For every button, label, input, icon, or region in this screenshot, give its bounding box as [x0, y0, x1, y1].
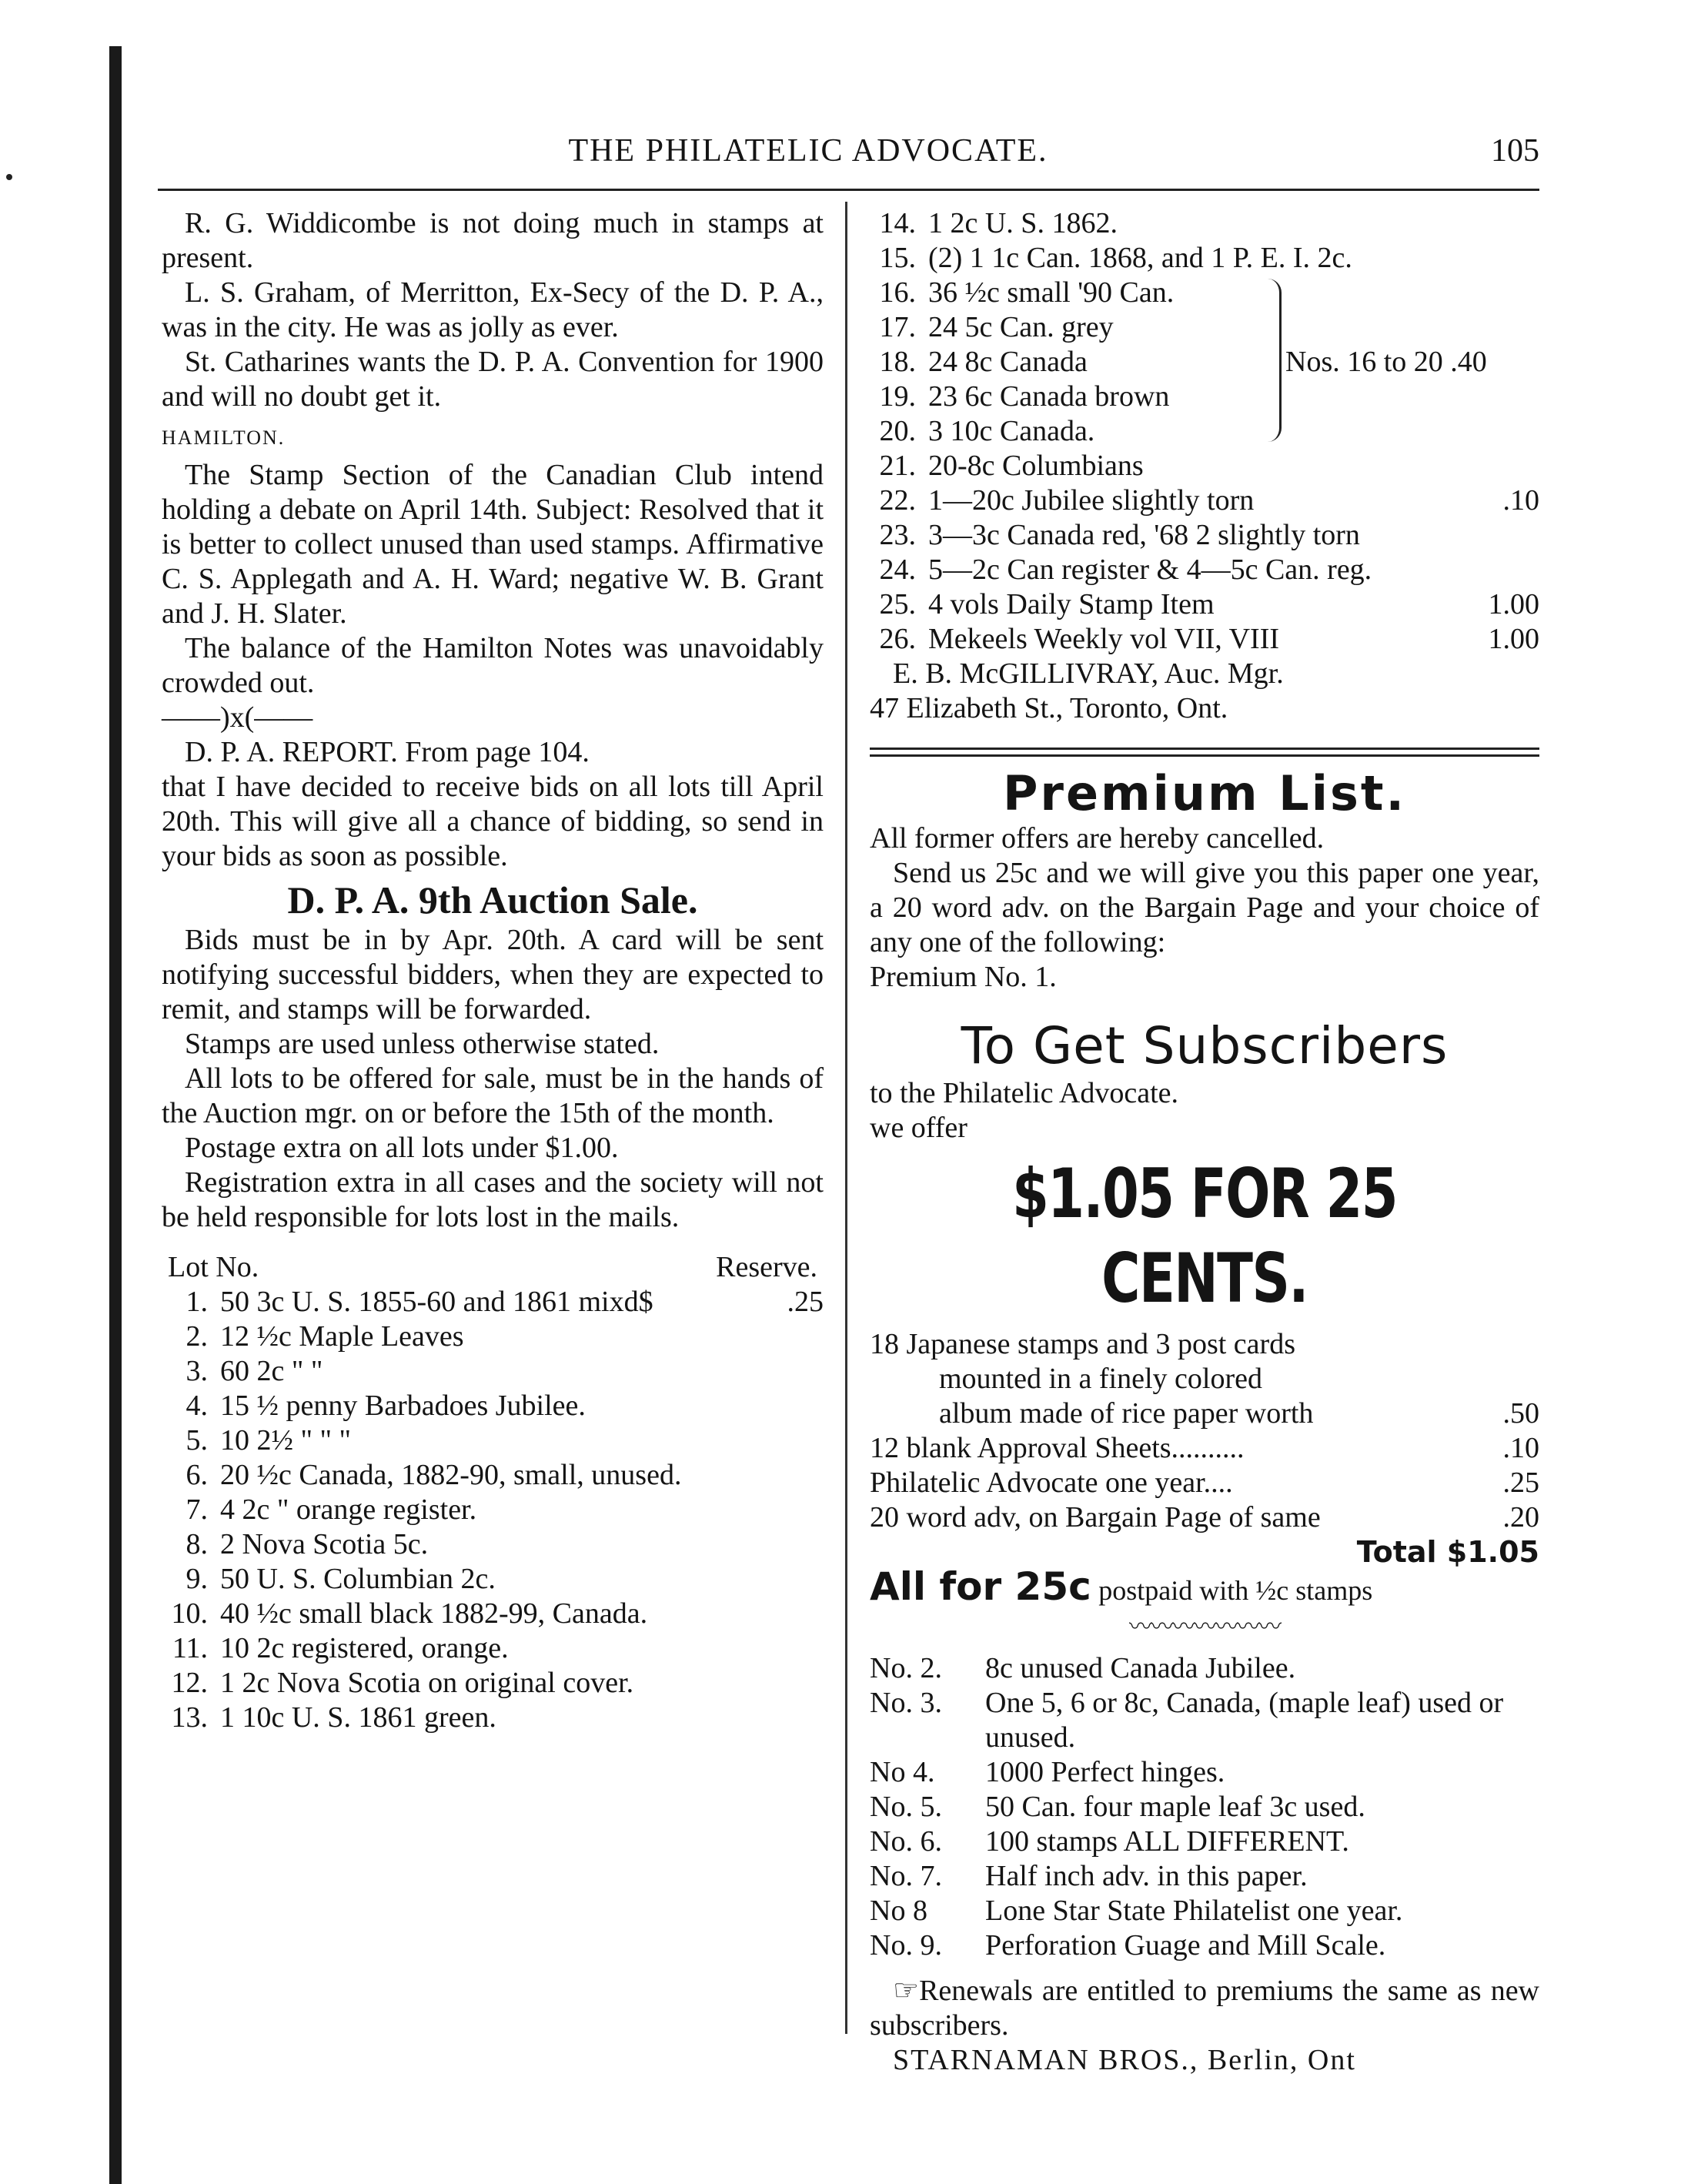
lot-list — [162, 1285, 824, 1735]
lot-description: 20-8c Columbians — [928, 450, 1144, 482]
header-rule — [158, 189, 1539, 191]
lot-description: Mekeels Weekly vol VII, VIII — [928, 623, 1279, 655]
offer-item-text: 18 Japanese stamps and 3 post cards — [870, 1328, 1295, 1360]
hamilton-heading: HAMILTON. — [162, 426, 286, 449]
lot-number: 12. — [171, 1667, 208, 1699]
lot-description: 5—2c Can register & 4—5c Can. reg. — [928, 554, 1372, 586]
lot-row — [162, 1631, 824, 1666]
premium-description: One 5, 6 or 8c, Canada, (maple leaf) used or unused. — [985, 1687, 1504, 1754]
premium-number: No. 7. — [870, 1860, 942, 1892]
lot-description: 24 8c Canada — [928, 346, 1088, 378]
all-for-label: All for 25c — [870, 1564, 1091, 1609]
postage-notice: Postage extra on all lots under $1.00. — [185, 1132, 619, 1164]
lot-row — [870, 518, 1539, 553]
lot-reserve: 1.00 — [1488, 623, 1539, 655]
lot-description: 1 2c Nova Scotia on original cover. — [220, 1667, 634, 1699]
lot-row — [870, 622, 1539, 657]
lot-description: 60 2c " " — [220, 1355, 323, 1387]
left-column — [162, 206, 824, 1735]
premium-description: 100 stamps ALL DIFFERENT. — [985, 1825, 1349, 1858]
page-binding-edge — [109, 46, 122, 2184]
premium-description: Lone Star State Philatelist one year. — [985, 1895, 1403, 1927]
premium-list-title: Premium List. — [1002, 765, 1407, 821]
publisher-signature: STARNAMAN BROS., Berlin, Ont — [893, 2044, 1356, 2076]
used-notice: Stamps are used unless otherwise stated. — [185, 1028, 660, 1060]
lot-number: 2. — [185, 1320, 208, 1353]
offer-item — [870, 1327, 1539, 1362]
premium-description: Perforation Guage and Mill Scale. — [985, 1929, 1386, 1962]
hamilton-notes: The balance of the Hamilton Notes was unavoidably crowded out. — [162, 632, 824, 699]
lot-description: 20 ½c Canada, 1882-90, small, unused. — [220, 1459, 682, 1491]
lot-row — [162, 1493, 824, 1527]
margin-dot — [6, 174, 12, 180]
lot-number: 8. — [185, 1528, 208, 1560]
offer-item-text: album made of rice paper worth — [939, 1397, 1314, 1430]
subscribers-headline: To Get Subscribers — [961, 1016, 1449, 1075]
offer-item — [870, 1466, 1539, 1500]
lot-no-header: Lot No. — [168, 1251, 259, 1283]
cancelled-notice: All former offers are hereby cancelled. — [870, 822, 1325, 855]
we-offer-line: we offer — [870, 1112, 967, 1144]
lot-number: 20. — [879, 415, 916, 447]
lot-number: 6. — [185, 1459, 208, 1491]
lot-table-header — [162, 1250, 824, 1285]
premium-item — [870, 1651, 1539, 1686]
lot-number: 21. — [879, 450, 916, 482]
lot-number: 22. — [879, 484, 916, 517]
news-item-st-catharines: St. Catharines wants the D. P. A. Convention for 1900 and will no doubt get it. — [162, 346, 824, 413]
lot-description: 3—3c Canada red, '68 2 slightly torn — [928, 519, 1360, 551]
offer-item — [870, 1431, 1539, 1466]
lot-row — [162, 1701, 824, 1735]
premium-item — [870, 1824, 1539, 1859]
lot-row — [162, 1562, 824, 1597]
premium-item — [870, 1755, 1539, 1790]
news-item-widdicombe: R. G. Widdicombe is not doing much in stamps at present. — [162, 207, 824, 274]
lot-description: 4 2c " orange register. — [220, 1493, 477, 1526]
lot-description: 10 2c registered, orange. — [220, 1632, 509, 1664]
lot-description: 10 2½ " " " — [220, 1424, 352, 1457]
lot-description: 50 3c U. S. 1855-60 and 1861 mixd$ — [220, 1286, 653, 1318]
offer-item-text: mounted in a finely colored — [939, 1363, 1262, 1395]
lot-description: 4 vols Daily Stamp Item — [928, 588, 1215, 620]
registration-notice: Registration extra in all cases and the society will not be held responsible for lots lost in the mails. — [162, 1166, 824, 1233]
premium-description: 8c unused Canada Jubilee. — [985, 1652, 1296, 1684]
right-column — [870, 206, 1539, 2078]
lot-description: 1 10c U. S. 1861 green. — [220, 1701, 496, 1734]
lot-description: 1—20c Jubilee slightly torn — [928, 484, 1255, 517]
offer-item — [870, 1396, 1539, 1431]
auction-manager-address: 47 Elizabeth St., Toronto, Ont. — [870, 692, 1228, 724]
lot-description: 3 10c Canada. — [928, 415, 1095, 447]
lot-description: 40 ½c small black 1882-99, Canada. — [220, 1597, 648, 1630]
premium-number: No. 9. — [870, 1929, 942, 1962]
lot-reserve: .10 — [1502, 484, 1539, 517]
lot-description: 12 ½c Maple Leaves — [220, 1320, 464, 1353]
premium-description: Half inch adv. in this paper. — [985, 1860, 1308, 1892]
brace-mark — [1262, 279, 1282, 442]
lot-row — [162, 1666, 824, 1701]
report-text: that I have decided to receive bids on all lots till April 20th. This will give all a chance of bidding, so send in your bids as soon as possible. — [162, 771, 824, 872]
bracketed-lot-group — [870, 276, 1539, 449]
lot-list-continued — [870, 206, 1539, 276]
lot-number: 13. — [171, 1701, 208, 1734]
lot-number: 23. — [879, 519, 916, 551]
all-for-tail: postpaid with ½c stamps — [1098, 1575, 1373, 1606]
lot-number: 11. — [172, 1632, 208, 1664]
report-line: D. P. A. REPORT. From page 104. — [185, 736, 590, 768]
lot-list-end — [870, 449, 1539, 657]
lot-row — [162, 1319, 824, 1354]
lot-row — [870, 241, 1539, 276]
premium-no1-label: Premium No. 1. — [870, 961, 1057, 993]
lot-number: 18. — [879, 346, 916, 378]
lot-number: 5. — [185, 1424, 208, 1457]
lot-row — [870, 414, 1539, 449]
lot-number: 14. — [879, 207, 916, 239]
reserve-header: Reserve. — [716, 1251, 817, 1283]
lot-reserve: .25 — [787, 1286, 824, 1318]
auction-sale-title: D. P. A. 9th Auction Sale. — [287, 878, 698, 921]
offer-item — [870, 1500, 1539, 1535]
lot-description: 36 ½c small '90 Can. — [928, 276, 1175, 309]
page-number: 105 — [1491, 133, 1539, 169]
lot-number: 17. — [879, 311, 916, 343]
lot-number: 7. — [185, 1493, 208, 1526]
premium-description: 1000 Perfect hinges. — [985, 1756, 1225, 1788]
premium-number: No. 3. — [870, 1687, 942, 1719]
lot-row — [870, 587, 1539, 622]
lot-number: 15. — [879, 242, 916, 274]
subscribers-subline: to the Philatelic Advocate. — [870, 1077, 1179, 1109]
lot-row — [162, 1458, 824, 1493]
lot-description: 1 2c U. S. 1862. — [928, 207, 1118, 239]
offer-total: Total $1.05 — [1356, 1535, 1539, 1569]
premium-offer-text: Send us 25c and we will give you this paper one year, a 20 word adv. on the Bargain Page and your choice of any one of the following: — [870, 857, 1539, 958]
offer-item-price: .25 — [1502, 1467, 1539, 1499]
lot-row — [870, 380, 1539, 414]
lot-number: 1. — [185, 1286, 208, 1318]
lot-description: 23 6c Canada brown — [928, 380, 1170, 413]
squiggle-ornament: 〰〰〰〰〰〰〰 — [1129, 1614, 1280, 1640]
lots-deadline-notice: All lots to be offered for sale, must be in the hands of the Auction mgr. on or before the 15th of the month. — [162, 1062, 824, 1129]
lot-row — [162, 1423, 824, 1458]
lot-row — [162, 1597, 824, 1631]
premium-number: No 8 — [870, 1895, 927, 1927]
lot-number: 19. — [879, 380, 916, 413]
premium-item — [870, 1928, 1539, 1963]
premium-number: No 4. — [870, 1756, 935, 1788]
running-head-title: THE PHILATELIC ADVOCATE. — [568, 133, 1048, 169]
premium-number: No. 2. — [870, 1652, 942, 1684]
lot-number: 4. — [185, 1390, 208, 1422]
lot-number: 16. — [879, 276, 916, 309]
offer-item-text: 20 word adv, on Bargain Page of same — [870, 1501, 1321, 1533]
bracket-group-reserve: Nos. 16 to 20 .40 — [1285, 346, 1487, 378]
lot-row — [870, 449, 1539, 483]
section-double-rule — [870, 748, 1539, 757]
offer-item-text: 12 blank Approval Sheets.......... — [870, 1432, 1245, 1464]
all-for-line — [870, 1564, 1539, 1609]
auction-manager: E. B. McGILLIVRAY, Auc. Mgr. — [893, 657, 1284, 690]
lot-reserve: 1.00 — [1488, 588, 1539, 620]
lot-number: 9. — [185, 1563, 208, 1595]
lot-description: 2 Nova Scotia 5c. — [220, 1528, 429, 1560]
premium-item — [870, 1686, 1539, 1755]
premium-item — [870, 1790, 1539, 1824]
premium-number: No. 5. — [870, 1791, 942, 1823]
column-divider — [845, 202, 847, 2034]
renewals-notice: ☞Renewals are entitled to premiums the same as new subscribers. — [870, 1975, 1539, 2042]
lot-row — [870, 483, 1539, 518]
lot-row — [870, 553, 1539, 587]
offer-item-text: Philatelic Advocate one year.... — [870, 1467, 1233, 1499]
premium-description: 50 Can. four maple leaf 3c used. — [985, 1791, 1365, 1823]
news-item-graham: L. S. Graham, of Merritton, Ex-Secy of the D. P. A., was in the city. He was as jolly as ever. — [162, 276, 824, 343]
lot-row — [870, 310, 1539, 345]
lot-row — [162, 1285, 824, 1319]
premium-item — [870, 1894, 1539, 1928]
bids-notice: Bids must be in by Apr. 20th. A card will be sent notifying successful bidders, when they are expected to remit, and stamps will be forwarded. — [162, 924, 824, 1025]
lot-number: 24. — [879, 554, 916, 586]
lot-row — [162, 1354, 824, 1389]
lot-description: 50 U. S. Columbian 2c. — [220, 1563, 496, 1595]
hamilton-debate: The Stamp Section of the Canadian Club intend holding a debate on April 14th. Subject: Resolved that it is better to collect unused than used stamps. Affirmative C. S. Applegath and A. H. Ward; negative W. B. Grant and J. H. Slater. — [162, 459, 824, 630]
lot-description: 24 5c Can. grey — [928, 311, 1114, 343]
offer-item-list — [870, 1327, 1539, 1535]
offer-item — [870, 1362, 1539, 1396]
lot-number: 3. — [185, 1355, 208, 1387]
premium-item — [870, 1859, 1539, 1894]
lot-number: 26. — [879, 623, 916, 655]
section-ornament: ——)x(—— — [162, 701, 313, 734]
offer-item-price: .50 — [1502, 1397, 1539, 1430]
lot-row — [162, 1389, 824, 1423]
lot-row — [870, 206, 1539, 241]
big-offer-headline: $1.05 FOR 25 CENTS. — [1012, 1154, 1397, 1318]
lot-description: (2) 1 1c Can. 1868, and 1 P. E. I. 2c. — [928, 242, 1352, 274]
lot-description: 15 ½ penny Barbadoes Jubilee. — [220, 1390, 586, 1422]
premium-list — [870, 1651, 1539, 1963]
lot-row — [162, 1527, 824, 1562]
offer-item-price: .10 — [1502, 1432, 1539, 1464]
offer-item-price: .20 — [1502, 1501, 1539, 1533]
lot-number: 25. — [879, 588, 916, 620]
lot-row — [870, 276, 1539, 310]
lot-number: 10. — [171, 1597, 208, 1630]
premium-number: No. 6. — [870, 1825, 942, 1858]
